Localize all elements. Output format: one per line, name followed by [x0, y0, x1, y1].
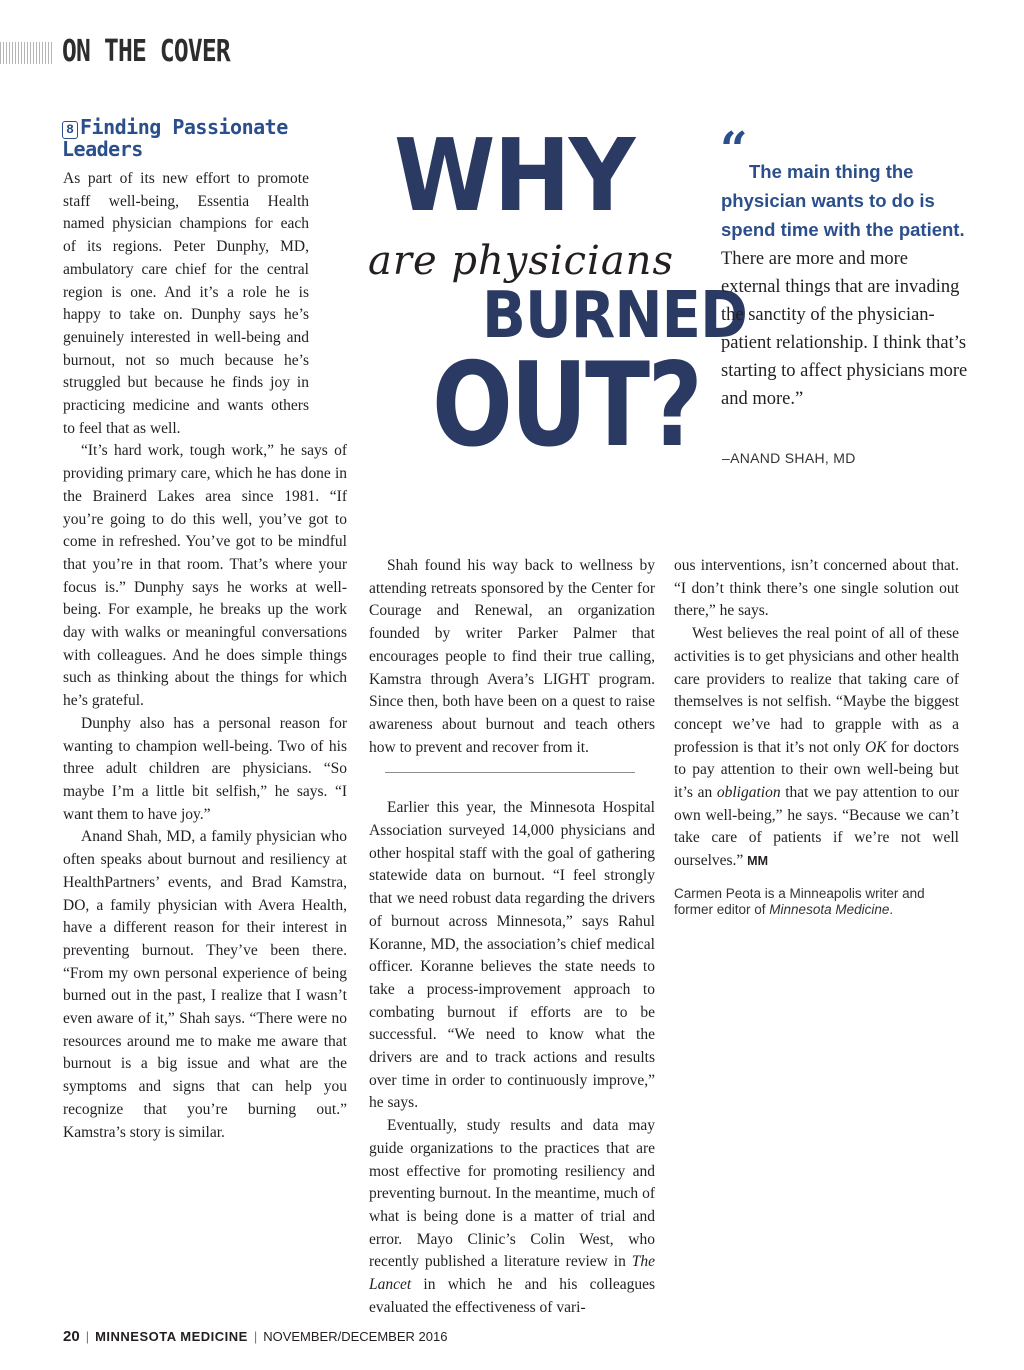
- headline-why: WHY: [394, 117, 634, 234]
- section-label: ON THE COVER: [62, 34, 230, 69]
- section-divider: [385, 772, 635, 773]
- page-number: 20: [63, 1328, 80, 1345]
- headline-out: OUT?: [432, 338, 701, 473]
- paragraph-text: for doctors to pay attention to their own well-being but it’s an: [674, 738, 960, 802]
- paragraph: Earlier this year, the Minnesota Hospital Association surveyed 14,000 physicians and other hospital staff with the goal of gathering statewide data on burnout. “I feel strongly that we need robust data regarding the drivers of burnout across Minnesota,” says Rahul Koranne, MD, the association’s chief medical officer. Koranne believes the state needs to take a process-improvement approach to combating burnout if efforts are to be successful. “We need to know what the drivers are and to track actions and results over time in order to continuously improve,” he says.: [369, 799, 655, 1112]
- byline-text: Carmen Peota is a Minneapolis writer and former editor of: [674, 886, 925, 917]
- paragraph-text: in which he and his colleagues evaluated the effectiveness of vari-: [369, 1276, 655, 1316]
- article-column-3: [674, 555, 959, 873]
- publication-title: The Lancet: [369, 1253, 655, 1294]
- paragraph: Dunphy also has a personal reason for wanting to champion well-being. Two of his three adult children are physicians. “So maybe I’m a little bit selfish,” he says. “I want them to have joy.”: [63, 714, 347, 823]
- quote-mark-icon: “: [720, 122, 748, 178]
- magazine-name: MINNESOTA MEDICINE: [95, 1329, 248, 1344]
- paragraph-text: Eventually, study results and data may guide organizations to the practices that are most effective for promoting resiliency and preventing burnout. In the meantime, much of what is being done is a matter of trial and error. Mayo Clinic’s Colin West, who recently published a literature review in: [369, 1117, 655, 1271]
- paragraph: As part of its new effort to promote staff well-being, Essentia Health named physician champions for each of its regions. Peter Dunphy, MD, ambulatory care chief for the central region is one. And it’s a role he is happy to take on. Dunphy says he’s genuinely interested in well-being and burnout, not so much because he’s struggled but because he finds joy in practicing medicine and wants others to feel that as well.: [63, 170, 309, 437]
- byline-end: .: [889, 902, 894, 917]
- end-mark: MM: [747, 854, 768, 869]
- pull-quote-bold: The main thing the physician wants to do is spend time with the patient.: [721, 161, 965, 240]
- paragraph: ous interventions, isn’t concerned about that. “I don’t think there’s one single solution out there,” he says.: [674, 557, 959, 620]
- pull-quote: [721, 136, 971, 413]
- page-footer: [63, 1328, 447, 1345]
- footer-separator: |: [253, 1329, 258, 1344]
- byline-publication: Minnesota Medicine: [769, 902, 890, 917]
- article-column-2: [369, 555, 655, 1320]
- paragraph: “It’s hard work, tough work,” he says of providing primary care, which he has done in the Brainerd Lakes area since 1981. “If you’re going to do this well, you’ve got to come in refreshed. You’ve got to be mindful that you’re in that room. That’s where your focus is.” Dunphy says he works at well-being. For example, he breaks up the work day with walks or meaningful conversations with colleagues. And he does simple things such as thinking about the things for which he’s grateful.: [63, 442, 347, 710]
- emphasis-ok: OK: [864, 738, 887, 756]
- issue-date: NOVEMBER/DECEMBER 2016: [263, 1329, 448, 1344]
- section-label-hatch: [0, 42, 54, 64]
- pull-quote-attribution: –ANAND SHAH, MD: [722, 450, 856, 466]
- paragraph: [674, 623, 959, 873]
- headline-burned: BURNED: [482, 279, 747, 353]
- paragraph-text: that we pay attention to our own well-being,” he says. “Because we can’t take care of patients if we’re not well ourselves.”: [674, 784, 959, 870]
- headline-are-physicians: are physicians: [368, 238, 674, 284]
- headline-graphic: [360, 117, 747, 496]
- pull-quote-text: There are more and more external things that are invading the sanctity of the physician-patient relationship. I think that’s starting to affect physicians more and more.”: [721, 249, 968, 409]
- article-column-1: [63, 168, 347, 1144]
- emphasis-obligation: obligation: [716, 784, 781, 802]
- subsection-title: Finding Passionate Leaders: [62, 115, 288, 161]
- paragraph: [369, 1115, 655, 1319]
- author-byline: [674, 886, 954, 918]
- paragraph-text: West believes the real point of all of these activities is to get physicians and other health care providers to realize that taking care of themselves is not selfish. “Maybe the biggest concept we’ve had to grapple with as a profession is that it’s not only: [674, 625, 959, 756]
- footer-separator: |: [85, 1329, 90, 1344]
- paragraph: Anand Shah, MD, a family physician who often speaks about burnout and resiliency at HealthPartners’ events, and Brad Kamstra, DO, a family physician with Avera Health, have a different reason for their interest in preventing burnout. They’ve been there. “From my own personal experience of being burned out in the past, I realize that I wasn’t even aware of it,” Shah says. “There were no resources around me to make me aware that burnout is a big issue and what are the symptoms and signs that can help you recognize that you’re burning out.” Kamstra’s story is similar.: [63, 828, 347, 1141]
- paragraph: Shah found his way back to wellness by attending retreats sponsored by the Center for Courage and Renewal, an organization founded by writer Parker Palmer that encourages people to find their true calling, Kamstra through Avera’s LIGHT program. Since then, both have been on a quest to raise awareness about burnout and teach others how to prevent and recover from it.: [369, 557, 655, 756]
- subsection-number: 8: [62, 121, 78, 139]
